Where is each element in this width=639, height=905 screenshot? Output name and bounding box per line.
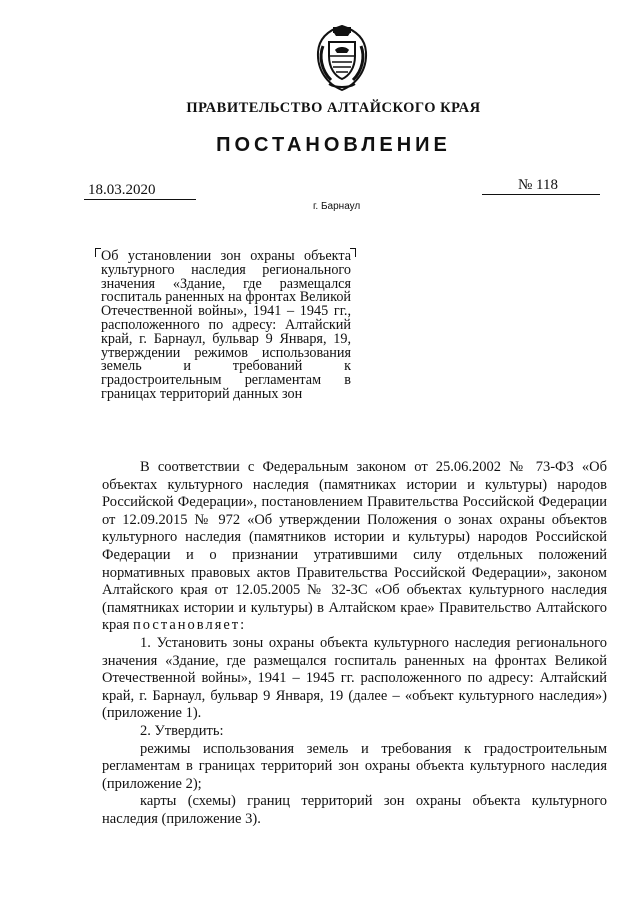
number-underline [482, 194, 600, 195]
organization-title: ПРАВИТЕЛЬСТВО АЛТАЙСКОГО КРАЯ [186, 100, 481, 116]
document-date: 18.03.2020 [88, 182, 156, 198]
document-body [102, 459, 607, 828]
coat-of-arms-icon [309, 22, 375, 94]
date-underline [84, 199, 196, 200]
document-type-title: ПОСТАНОВЛЕНИЕ [216, 134, 451, 156]
preamble-text: В соответствии с Федеральным законом от 25.06.2002 № 73-ФЗ «Об объектах культурного наследия (памятниках истории и культуры) народов Российской Федерации», постановлением Правительства Российской Федерации от 12.09.2015 № 972 «Об утверждении Положения о зонах охраны объектов культурного наследия (памятников истории и культуры) народов Российской Федерации и о признании утратившими силу отдельных положений нормативных правовых актов Правительства Российской Федерации», законом Алтайского края от 12.05.2005 № 32-ЗС «Об объектах культурного наследия (памятниках истории и культуры) в Алтайском крае» Правительство Алтайского края [102, 459, 607, 634]
item-2b-paragraph: карты (схемы) границ территорий зон охраны объекта культурного наследия (приложение 3). [102, 793, 607, 827]
preamble-paragraph [102, 459, 607, 635]
item-2-paragraph: 2. Утвердить: [140, 722, 224, 739]
document-number: № 118 [518, 177, 559, 193]
document-subject: Об установлении зон охраны объекта культурного наследия регионального значения «Здание, где размещался госпиталь раненных на фронтах Великой Отечественной войны», 1941 – 1945 гг., расположенного по адресу: Алтайский край, г. Барнаул, бульвар 9 Января, 19, утверждении режимов использования земель и требований к градостроительным регламентам в границах территорий данных зон [101, 248, 351, 402]
document-city: г. Барнаул [313, 201, 361, 212]
resolves-word: постановляет: [133, 617, 247, 634]
item-1-paragraph: 1. Установить зоны охраны объекта культурного наследия регионального значения «Здание, где размещался госпиталь раненных на фронтах Великой Отечественной войны», 1941 – 1945 гг. расположенного по адресу: Алтайский край, г. Барнаул, бульвар 9 Января, 19 (далее – «объект культурного наследия») (приложение 1). [102, 634, 607, 722]
item-2a-paragraph: режимы использования земель и требования к градостроительным регламентам в границах территорий зон охраны объекта культурного наследия (приложение 2); [102, 740, 607, 792]
